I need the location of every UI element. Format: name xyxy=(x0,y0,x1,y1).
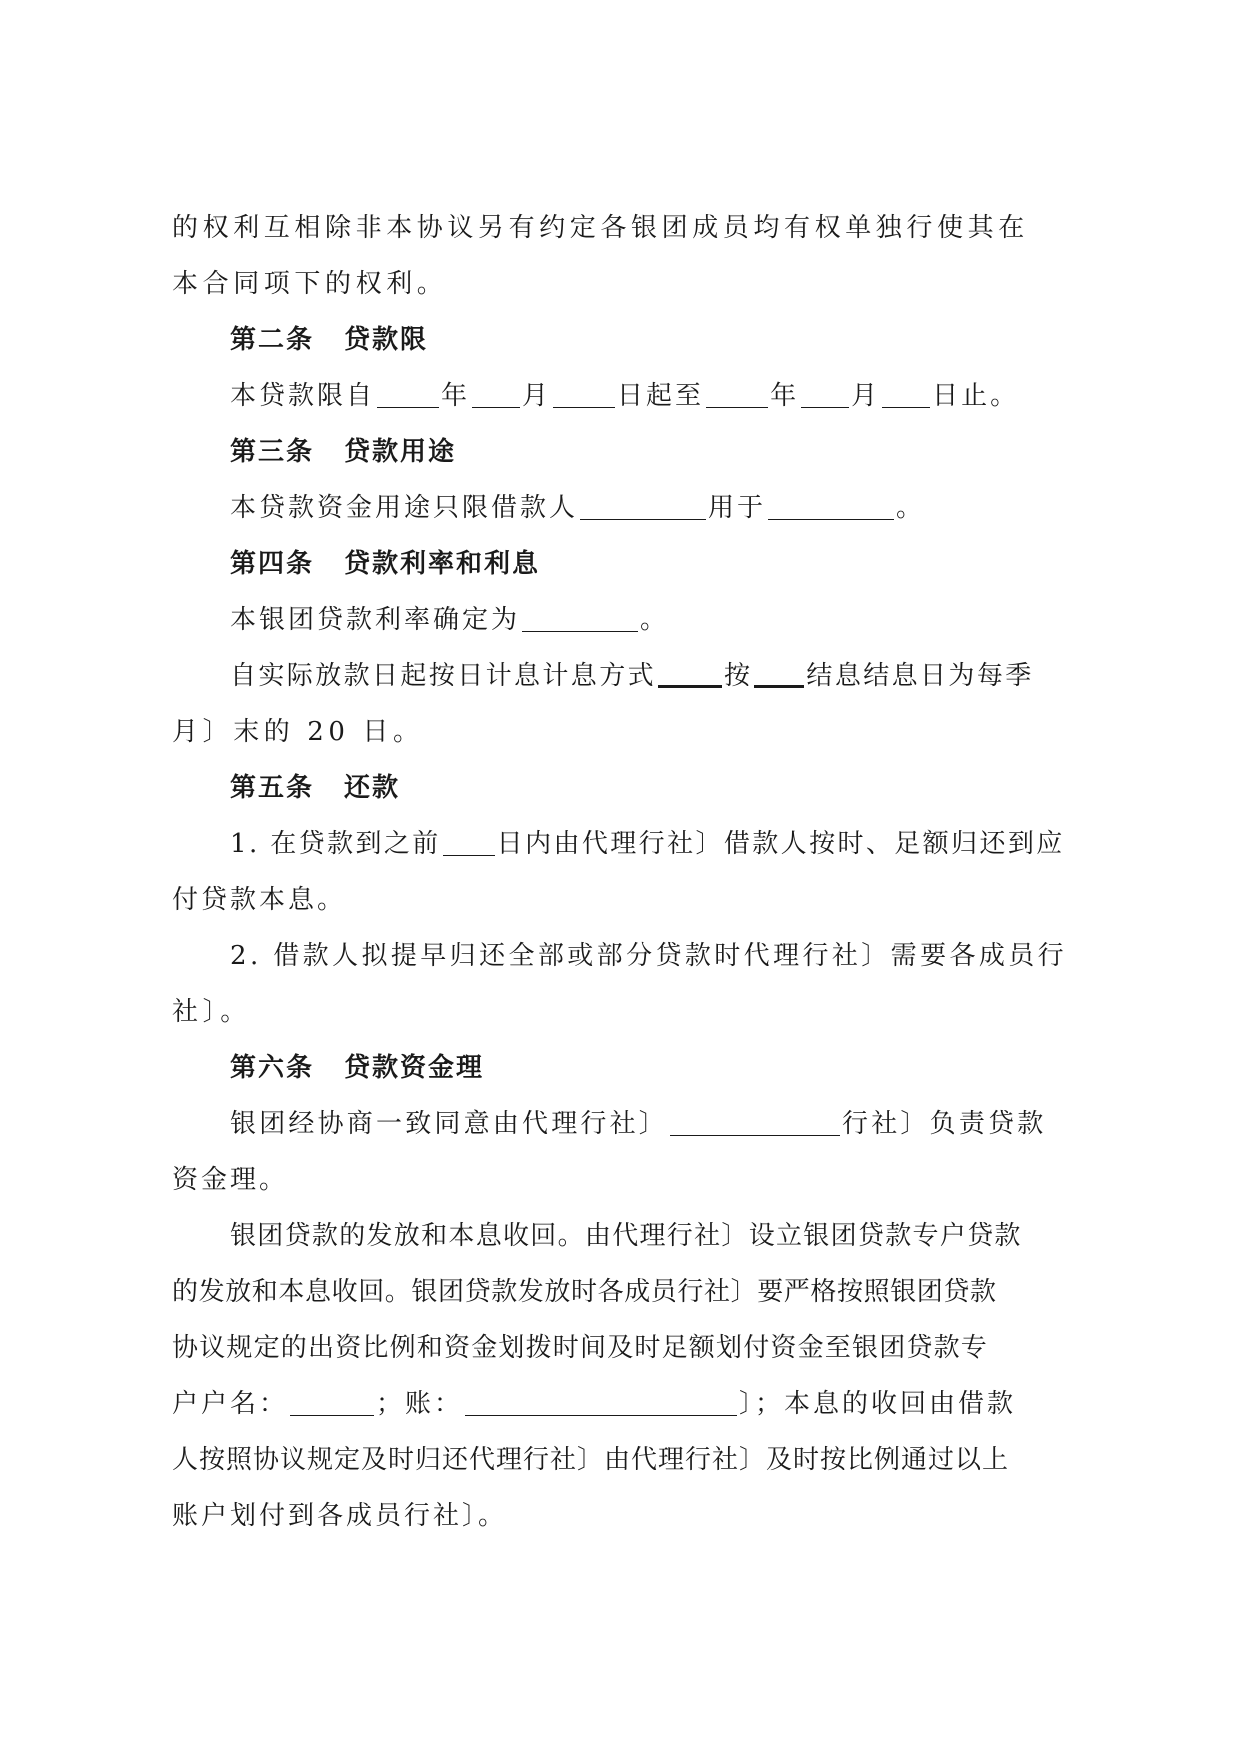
paragraph-line: 资金理。 xyxy=(172,1165,289,1195)
article-number: 第三条 xyxy=(230,437,315,467)
article-number: 第二条 xyxy=(230,325,315,355)
article-title: 贷款利率和利息 xyxy=(344,549,541,579)
purpose-blank[interactable] xyxy=(768,493,894,520)
account-line: 户户名： ；账： 〕；本息的收回由借款 xyxy=(172,1389,1017,1419)
paragraph-line: 的发放和本息收回。银团贷款发放时各成员行社〕要严格按照银团贷款 xyxy=(172,1277,997,1307)
article-title: 还款 xyxy=(344,773,401,803)
repayment-days-blank[interactable] xyxy=(443,829,495,856)
account-name-blank[interactable] xyxy=(290,1389,374,1416)
interest-method-blank[interactable] xyxy=(658,659,722,688)
article-6-heading xyxy=(172,1040,1072,1096)
interest-rate-blank[interactable] xyxy=(522,605,638,632)
article-3-heading xyxy=(172,424,1072,480)
settlement-period-blank[interactable] xyxy=(754,659,804,688)
paragraph-line: 银团贷款的发放和本息收回。由代理行社〕设立银团贷款专户贷款 xyxy=(230,1221,1022,1251)
article-2-heading xyxy=(172,312,1072,368)
paragraph-line: 协议规定的出资比例和资金划拨时间及时足额划付资金至银团贷款专 xyxy=(172,1333,989,1363)
end-year-blank[interactable] xyxy=(706,381,768,408)
account-number-blank[interactable] xyxy=(465,1389,737,1416)
agent-bank-blank[interactable] xyxy=(670,1109,840,1136)
borrower-blank[interactable] xyxy=(580,493,706,520)
paragraph-line: 本合同项下的权利。 xyxy=(172,269,448,299)
article-4-rate: 本银团贷款利率确定为 。 xyxy=(230,605,670,635)
article-title: 贷款用途 xyxy=(344,437,457,467)
article-number: 第五条 xyxy=(230,773,315,803)
document-page xyxy=(172,200,1072,1544)
article-6-p1: 银团经协商一致同意由代理行社〕 行社〕负责贷款 xyxy=(230,1109,1047,1139)
article-5-heading xyxy=(172,760,1072,816)
article-number: 第四条 xyxy=(230,549,315,579)
end-month-blank[interactable] xyxy=(801,381,849,408)
article-5-p2: 2. 借款人拟提早归还全部或部分贷款时代理行社〕需要各成员行 xyxy=(230,941,1068,971)
paragraph-line: 人按照协议规定及时归还代理行社〕由代理行社〕及时按比例通过以上 xyxy=(172,1445,1010,1475)
article-title: 贷款限 xyxy=(344,325,429,355)
start-day-blank[interactable] xyxy=(553,381,615,408)
paragraph-line: 社〕。 xyxy=(172,997,251,1027)
article-title: 贷款资金理 xyxy=(344,1053,485,1083)
end-day-blank[interactable] xyxy=(882,381,930,408)
paragraph-line: 的权利互相除非本协议另有约定各银团成员均有权单独行使其在 xyxy=(172,213,1029,243)
article-3-body: 本贷款资金用途只限借款人 用于 。 xyxy=(230,493,926,523)
paragraph-line: 月〕末的 20 日。 xyxy=(172,717,424,747)
article-4-heading xyxy=(172,536,1072,592)
article-2-body: 本贷款限自 年 月 日起至 年 月 日止。 xyxy=(230,381,1020,411)
article-5-p1: 1. 在贷款到之前 日内由代理行社〕借款人按时、足额归还到应 xyxy=(230,829,1065,859)
article-number: 第六条 xyxy=(230,1053,315,1083)
start-month-blank[interactable] xyxy=(472,381,520,408)
start-year-blank[interactable] xyxy=(377,381,439,408)
paragraph-line: 账户划付到各成员行社〕。 xyxy=(172,1501,508,1531)
article-4-interest: 自实际放款日起按日计息计息方式 按 结息结息日为每季 xyxy=(230,661,1034,691)
paragraph-line: 付贷款本息。 xyxy=(172,885,347,915)
